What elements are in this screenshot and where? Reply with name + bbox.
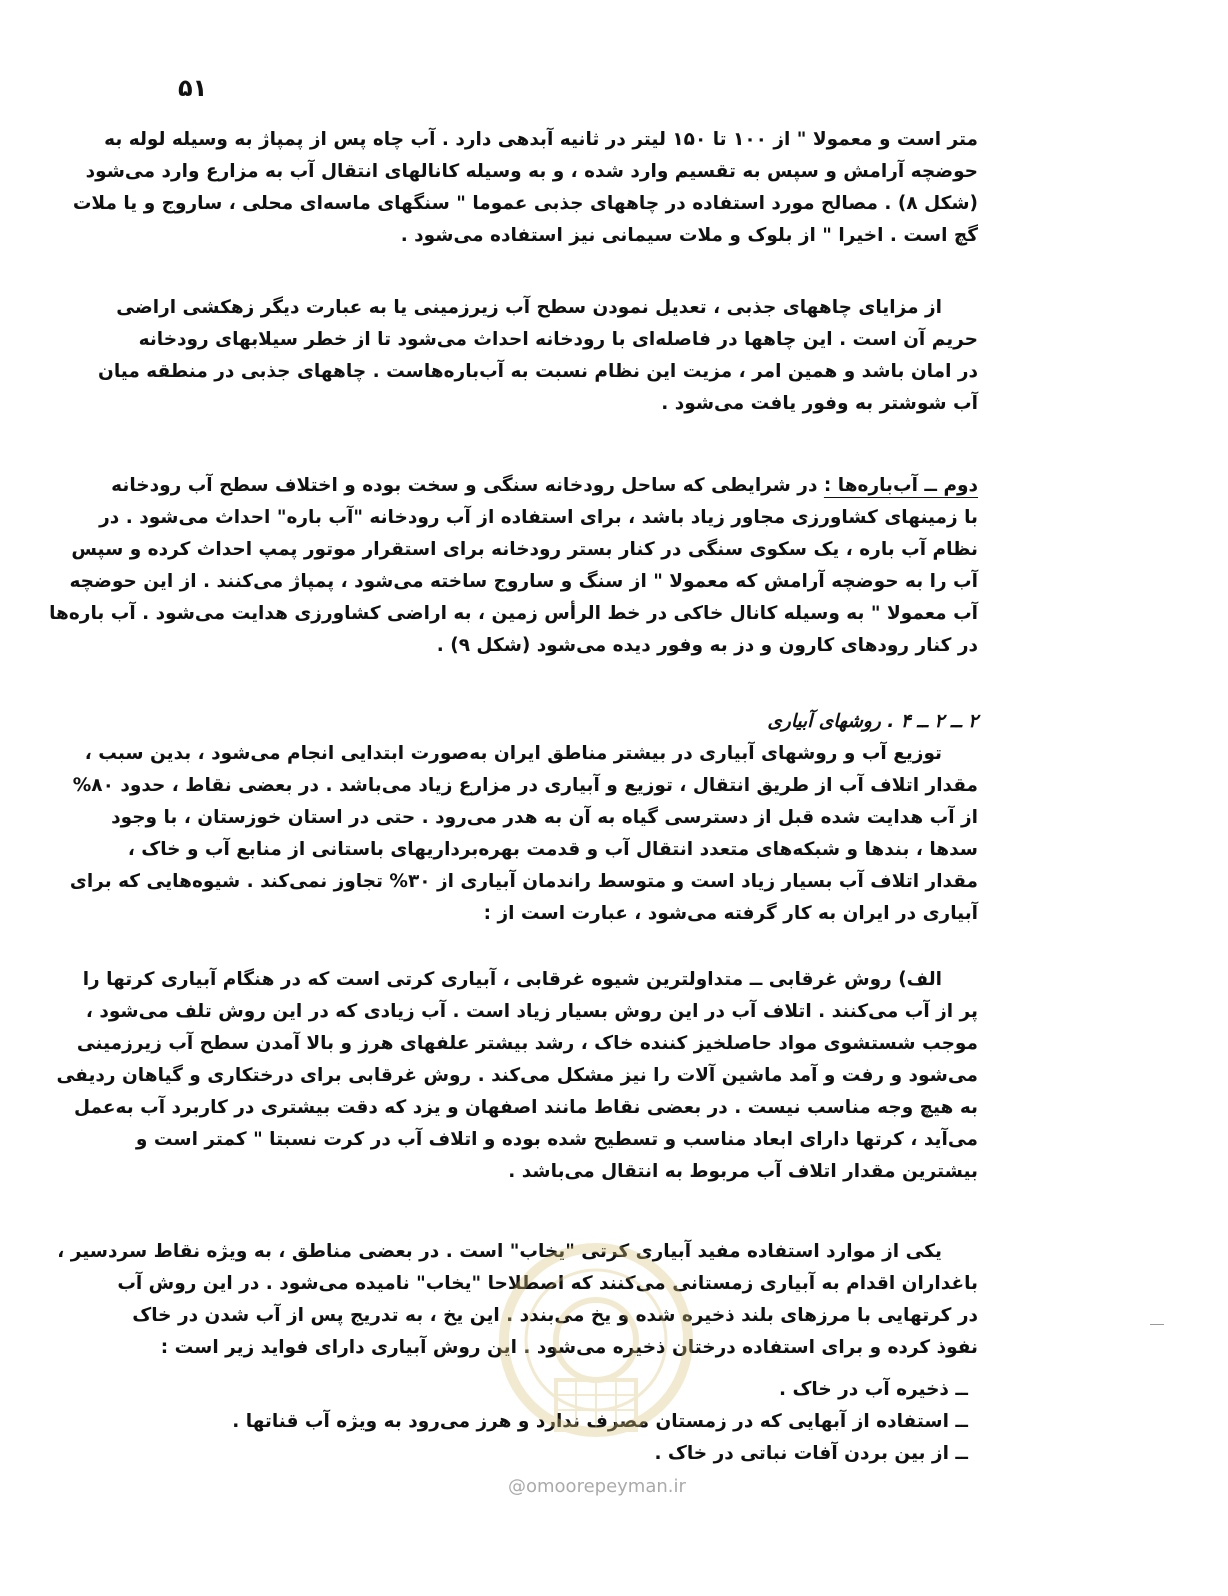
text-line: آبیاری در ایران به کار گرفته می‌شود ، عبارت است از : [483, 903, 978, 924]
text-line: حریم آن است . این چاهها در فاصله‌ای با رودخانه احداث می‌شود تا از خطر سیلابهای رودخانه [138, 329, 978, 350]
page-number: ۵۱ [178, 74, 208, 102]
list-item: ــ از بین بردن آفات نباتی در خاک . [654, 1443, 968, 1464]
section-heading-text: ۲ ــ ۲ ــ ۴ . روشهای آبیاری [767, 711, 978, 732]
text-span: در شرایطی که ساحل رودخانه سنگی و سخت بوده و اختلاف سطح آب رودخانه [111, 475, 818, 496]
paragraph-2 [98, 292, 978, 420]
text-line: الف) روش غرقابی ــ متداولترین شیوه غرقابی ، آبیاری کرتی است که در هنگام آبیاری کرتها را [82, 969, 942, 990]
text-line: مقدار اتلاف آب از طریق انتقال ، توزیع و آبیاری در مزارع زیاد می‌باشد . در بعضی نقاط ، حدود ۸۰% [72, 775, 978, 796]
text-line: در امان باشد و همین امر ، مزیت این نظام نسبت به آب‌باره‌هاست . چاههای جذبی در منطقه میان [98, 361, 978, 382]
text-line: سدها ، بندها و شبکه‌های متعدد انتقال آب و قدمت بهره‌برداریهای باستانی از منابع آب و خاک ، [127, 839, 978, 860]
section-heading [222, 706, 978, 738]
text-line: توزیع آب و روشهای آبیاری در بیشتر مناطق ایران به‌صورت ابتدایی انجام می‌شود ، بدین سبب ، [84, 743, 942, 764]
subsection-heading: دوم ــ آب‌باره‌ها : [823, 475, 978, 496]
text-line: بیشترین مقدار اتلاف آب مربوط به انتقال می‌باشد . [508, 1161, 978, 1182]
list-item: ــ استفاده از آبهایی که در زمستان مصرف ندارد و هرز می‌رود به ویژه آب قناتها . [232, 1411, 968, 1432]
text-line: از مزایای چاههای جذبی ، تعدیل نمودن سطح آب زیرزمینی یا به عبارت دیگر زهکشی اراضی [116, 297, 942, 318]
text-line: گچ است . اخیرا " از بلوک و ملات سیمانی نیز استفاده می‌شود . [400, 225, 978, 246]
text-line: در کرتهایی با مرزهای بلند ذخیره شده و یخ می‌بندد . این یخ ، به تدریج پس از آب شدن در خاک [132, 1305, 978, 1326]
text-line: در کنار رودهای کارون و دز به وفور دیده می‌شود (شکل ۹) . [436, 635, 978, 656]
text-line: مقدار اتلاف آب بسیار زیاد است و متوسط راندمان آبیاری از ۳۰% تجاوز نمی‌کند . شیوه‌هایی که برای [69, 871, 978, 892]
text-line [111, 470, 978, 502]
text-line: به هیچ وجه مناسب نیست . در بعضی نقاط مانند اصفهان و یزد که دقت بیشتری در کاربرد آب به‌عمل [74, 1097, 978, 1118]
list-item: ــ ذخیره آب در خاک . [779, 1379, 968, 1400]
paragraph-5 [56, 964, 978, 1188]
edge-mark [1150, 1324, 1164, 1325]
text-line: پر از آب می‌کنند . اتلاف آب در این روش بسیار زیاد است . آب زیادی که در این روش تلف می‌شود ، [85, 1001, 978, 1022]
text-line: آب را به حوضچه آرامش که معمولا " از سنگ و ساروج ساخته می‌شود ، پمپاژ می‌کنند . از این حوضچه [69, 571, 978, 592]
text-line: با زمینهای کشاورزی مجاور زیاد باشد ، برای استفاده از آب رودخانه "آب باره" احداث می‌شود . در [99, 507, 978, 528]
watermark-text: @omoorepeyman.ir [508, 1476, 686, 1497]
text-line: می‌آید ، کرتها دارای ابعاد مناسب و تسطیح شده بوده و اتلاف آب در کرت نسبتا " کمتر است و [135, 1129, 978, 1150]
text-line: موجب شستشوی مواد حاصلخیز کننده خاک ، رشد بیشتر علفهای هرز و بالا آمدن سطح آب زیرزمینی [76, 1033, 978, 1054]
text-line: آب شوشتر به وفور یافت می‌شود . [661, 393, 978, 414]
text-line: آب معمولا " به وسیله کانال خاکی در خط الرأس زمین ، به اراضی کشاورزی هدایت می‌شود . آب باره‌ها [49, 603, 978, 624]
text-line: از آب هدایت شده قبل از دسترسی گیاه به آن به هدر می‌رود . حتی در استان خوزستان ، با وجود [111, 807, 978, 828]
watermark-seal-icon [496, 1230, 696, 1460]
paragraph-4 [69, 738, 978, 930]
text-line: یکی از موارد استفاده مفید آبیاری کرتی "یخاب" است . در بعضی مناطق ، به ویژه نقاط سردسیر ، [57, 1241, 942, 1262]
text-line: باغداران اقدام به آبیاری زمستانی می‌کنند که اصطلاحا "یخاب" نامیده می‌شود . در این روش آب [117, 1273, 978, 1294]
paragraph-3 [49, 470, 978, 662]
text-line: حوضچه آرامش و سپس به تقسیم وارد شده ، و به وسیله کانالهای انتقال آب به مزارع وارد می‌شود [85, 161, 978, 182]
text-line: می‌شود و رفت و آمد ماشین آلات را نیز مشکل می‌کند . روش غرقابی برای درختکاری و گیاهان ردیفی [56, 1065, 978, 1086]
text-line: متر است و معمولا " از ۱۰۰ تا ۱۵۰ لیتر در ثانیه آبدهی دارد . آب چاه پس از پمپاژ به وسیله لوله به [104, 129, 978, 150]
paragraph-1 [72, 124, 978, 252]
text-line: نفوذ کرده و برای استفاده درختان ذخیره می‌شود . این روش آبیاری دارای فواید زیر است : [160, 1337, 978, 1358]
text-line: (شکل ۸) . مصالح مورد استفاده در چاههای جذبی عموما " سنگهای ماسه‌ای محلی ، ساروج و یا ملات [72, 193, 978, 214]
text-line: نظام آب باره ، یک سکوی سنگی در کنار بستر رودخانه برای استقرار موتور پمپ احداث کرده و سپس [71, 539, 978, 560]
